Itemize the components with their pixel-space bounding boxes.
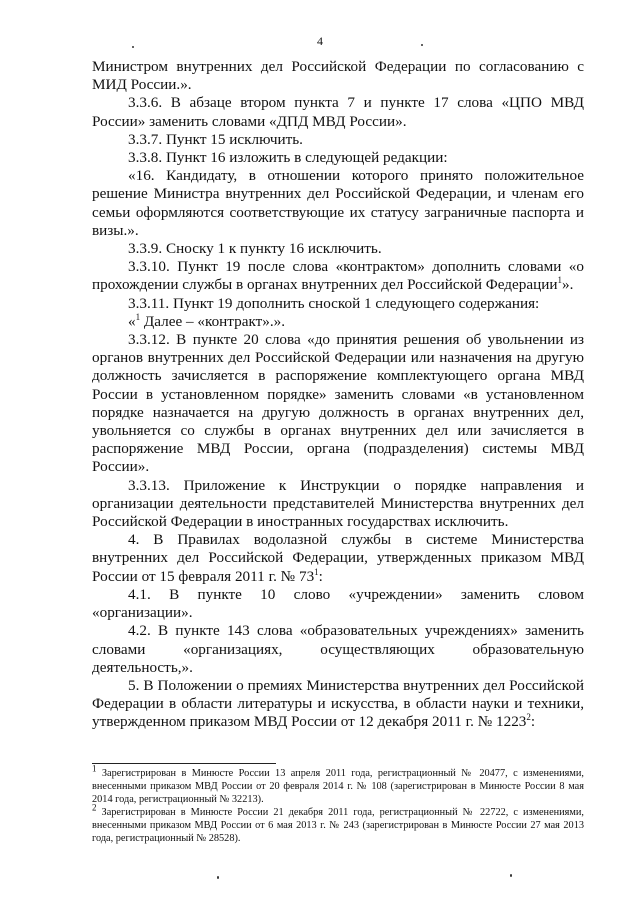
footnote-text: Зарегистрирован в Минюсте России 13 апреля 2011 года, регистрационный № 20477, с изменениями, внесенными приказом МВД России от 20 февраля 2014 г. № 108 (зарегистрирован в Минюсте России 8 мая 2014 года, регистрационный № 32213). [92,768,584,805]
paragraph-text: « [128,312,136,330]
paragraph [92,131,584,149]
footnote-mark: 1 [92,763,97,774]
document-body [92,58,584,732]
paragraph-text: 3.3.12. В пункте 20 слова «до принятия решения об увольнении из органов внутренних дел Российской Федерации или назначения на другую должность зачисляется в распоряжение комплектующего органа МВД России в установленном порядке» заменить словами «в установленном порядке назначается на другую должность в органах внутренних дел, увольняется со службы в органах внутренних дел или зачисляется в распоряжение МВД России, органа (подразделения) системы МВД России». [92,331,584,476]
footnote-separator [92,763,276,764]
paragraph-text: «16. Кандидату, в отношении которого принято положительное решение Министра внутренних дел Российской Федерации, и членам его семьи оформляются соответствующие их статусу заграничные паспорта и визы.». [92,167,584,239]
paragraph-text: Министром внутренних дел Российской Федерации по согласованию с МИД России.». [92,58,584,94]
paragraph [92,258,584,294]
footnote-text: Зарегистрирован в Минюсте России 21 декабря 2011 года, регистрационный № 22722, с изменениями, внесенными приказом МВД России от 6 мая 2013 г. № 243 (зарегистрирован в Минюсте России 27 мая 2013 года, регистрационный № 28528). [92,807,584,844]
footnote-reference: 1 [135,311,141,322]
paragraph [92,58,584,94]
paragraph-text-tail: ». [561,276,574,294]
paragraph [92,531,584,586]
footnotes [92,763,584,845]
paragraph [92,240,584,258]
paragraph [92,586,584,622]
paragraph-text: 3.3.13. Приложение к Инструкции о порядке направления и организации деятельности представителей Министерства внутренних дел Российской Федерации в иностранных государствах исключить. [92,476,584,531]
footnote-reference: 1 [557,275,562,286]
paragraph-text: 3.3.9. Сноску 1 к пункту 16 исключить. [128,240,382,258]
paragraph-text-tail: : [530,713,536,731]
paragraph-text: 3.3.7. Пункт 15 исключить. [128,130,303,148]
paragraph-text: 3.3.8. Пункт 16 изложить в следующей редакции: [128,149,448,167]
paragraph-text: 3.3.6. В абзаце втором пункта 7 и пункте 17 слова «ЦПО МВД России» заменить словами «ДПД МВД России». [92,94,584,130]
scan-speck [217,876,219,879]
paragraph [92,149,584,167]
paragraph [92,167,584,240]
paragraph-text: 4.2. В пункте 143 слова «образовательных учреждениях» заменить словами «организациях, осуществляющих образовательную деятельность,». [92,622,584,676]
paragraph [92,677,584,732]
footnote-mark: 2 [92,802,97,813]
scan-speck [132,46,134,48]
paragraph-text: 5. В Положении о премиях Министерства внутренних дел Российской Федерации в области литературы и искусства, в области науки и техники, утвержденном приказом МВД России от 12 декабря 2011 г. № 1223 [92,676,584,731]
footnote [92,763,584,806]
paragraph [92,313,584,331]
footnote-reference: 1 [314,566,319,577]
paragraph [92,331,584,477]
paragraph-text: 4. В Правилах водолазной службы в системе Министерства внутренних дел Российской Федерации, утвержденных приказом МВД России от 15 февраля 2011 г. № 73 [92,531,584,585]
paragraph-text-tail: Далее – «контракт».». [140,312,286,330]
paragraph-text-tail: : [318,567,323,585]
paragraph [92,94,584,130]
scan-speck [421,44,423,46]
paragraph-text: 4.1. В пункте 10 слово «учреждении» заменить словом «организации». [92,585,584,622]
paragraph [92,477,584,532]
scan-speck [510,874,512,877]
page-number: 4 [317,34,323,48]
paragraph-text: 3.3.11. Пункт 19 дополнить сноской 1 следующего содержания: [128,294,540,312]
footnote [92,802,584,845]
paragraph [92,622,584,677]
paragraph-text: 3.3.10. Пункт 19 после слова «контрактом» дополнить словами «о прохождении службы в органах внутренних дел Российской Федерации [92,258,584,294]
paragraph [92,295,584,313]
footnote-reference: 2 [526,712,531,723]
